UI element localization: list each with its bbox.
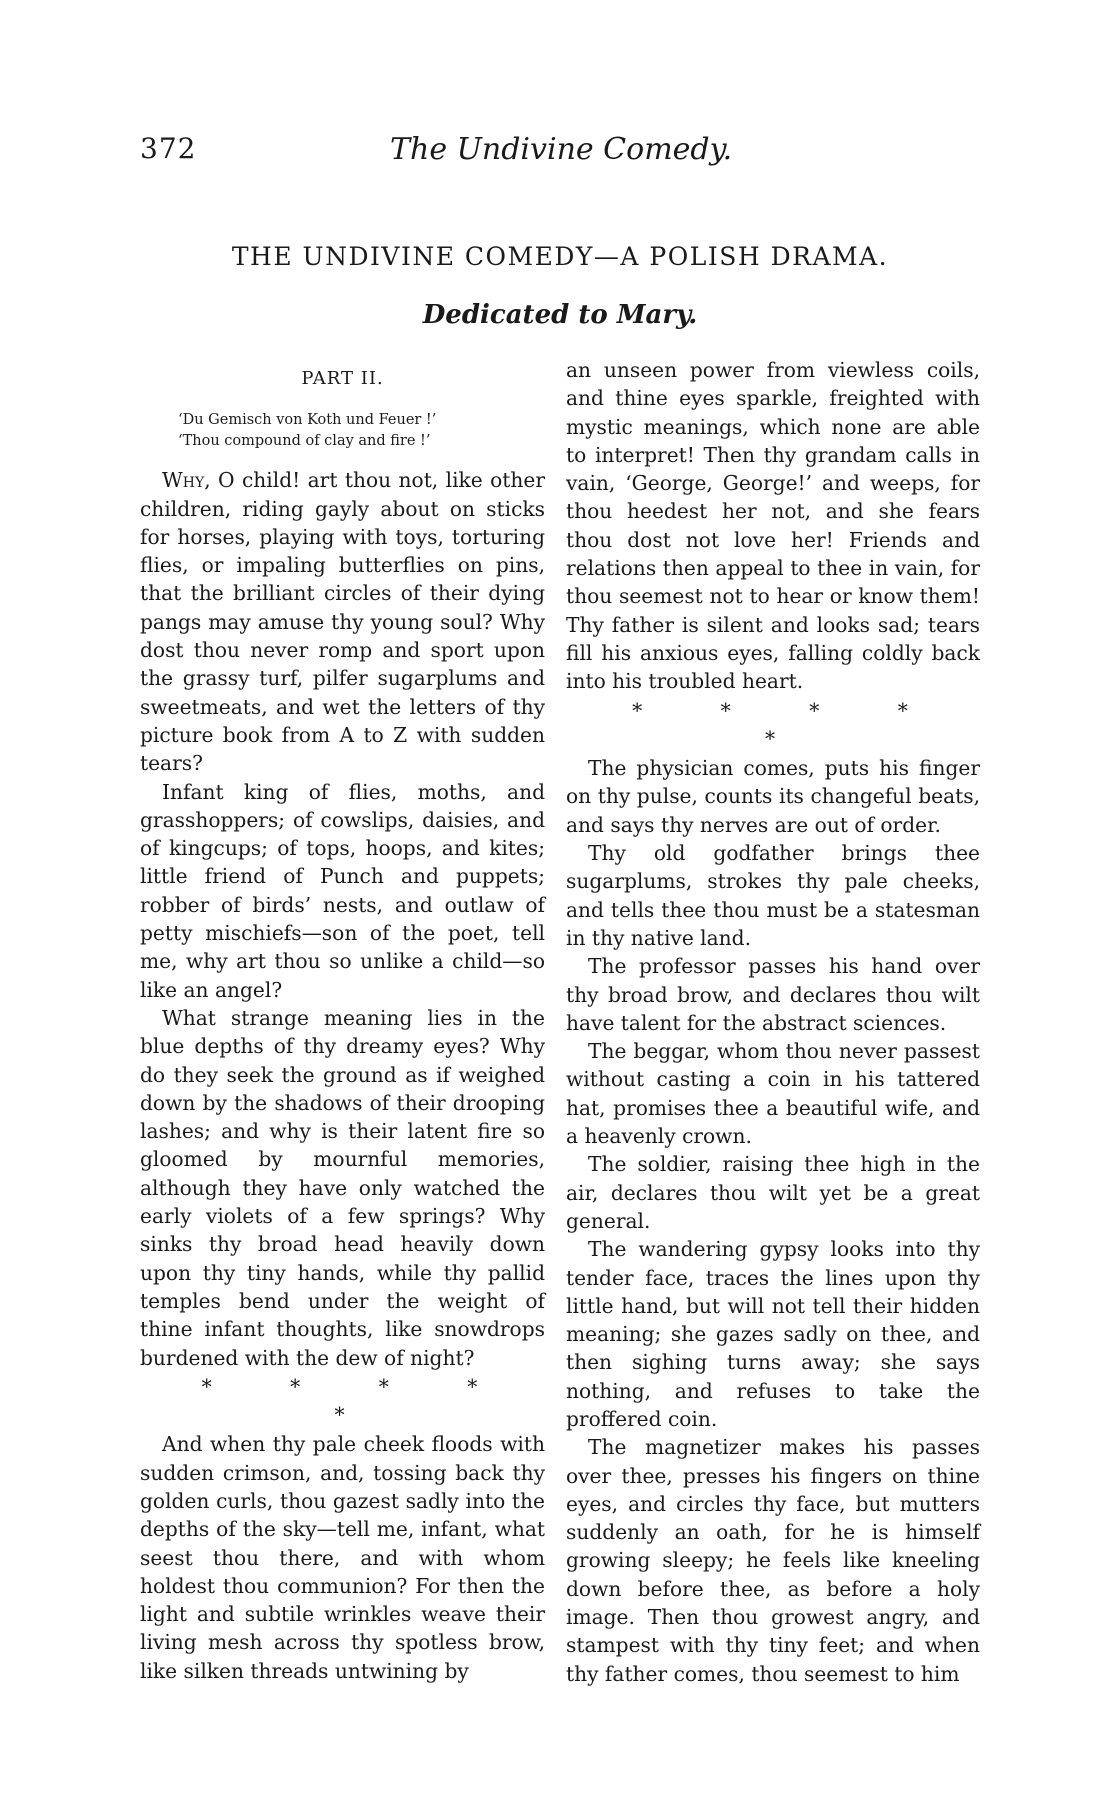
lead-word: Why — [162, 468, 205, 493]
paragraph: Infant king of flies, moths, and grasshoppers; of cowslips, daisies, and of kingcups; of tops, hoops, and kites; little friend of Punch and puppets; robber of birds’ nests, and outlaw of petty mischiefs—son of the poet, tell me, why art thou so unlike a child—so like an angel? — [140, 779, 545, 1002]
page-header — [140, 132, 980, 172]
right-column — [566, 356, 980, 1688]
page-number: 372 — [140, 132, 197, 165]
epigraph — [140, 410, 545, 452]
section-break: * * * * * — [201, 1374, 514, 1428]
paragraph: And when thy pale cheek floods with sudden crimson, and, tossing back thy golden curls, thou gazest sadly into the depths of the sky—tell me, infant, what seest thou there, and with whom holdest thou communion? For then the light and subtile wrinkles weave their living mesh across thy spotless brow, like silken threads untwining by — [140, 1432, 545, 1683]
paragraph: Thy old godfather brings thee sugarplums, strokes thy pale cheeks, and tells thee thou must be a statesman in thy native land. — [566, 841, 980, 950]
paragraph: The physician comes, puts his finger on thy pulse, counts its changeful beats, and says thy nerves are out of order. — [566, 756, 980, 837]
dedication: Dedicated to Mary. — [422, 300, 698, 330]
paragraph: The wandering gypsy looks into thy tender face, traces the lines upon thy little hand, but will not tell their hidden meaning; she gazes sadly on thee, and then sighing turns away; she says nothing, and refuses to take the proffered coin. — [566, 1237, 980, 1431]
epigraph-english: ‘Thou compound of clay and fire !’ — [178, 433, 431, 450]
epigraph-german: ‘Du Gemisch von Koth und Feuer !’ — [178, 412, 437, 429]
paragraph: The magnetizer makes his passes over thee, presses his fingers on thine eyes, and circles thy face, but mutters suddenly an oath, for he is himself growing sleepy; he feels like kneeling down before thee, as before a holy image. Then thou growest angry, and stampest with thy tiny feet; and when thy father comes, thou seemest to him — [566, 1435, 980, 1686]
paragraph: The beggar, whom thou never passest without casting a coin in his tattered hat, promises thee a beautiful wife, and a heavenly crown. — [566, 1039, 980, 1149]
running-title: The Undivine Comedy. — [390, 132, 733, 167]
paragraph-text: , O child! art thou not, like other children, riding gayly about on sticks for horses, playing with toys, torturing flies, or impaling butterflies on pins, that the brilliant circles of their dying pangs may amuse thy young soul? Why dost thou never romp and sport upon the grassy turf, pilfer sugarplums and sweetmeats, and wet the letters of thy picture book from A to Z with sudden tears? — [140, 468, 545, 776]
paragraph: What strange meaning lies in the blue depths of thy dreamy eyes? Why do they seek the ground as if weighed down by the shadows of their drooping lashes; and why is their latent fire so gloomed by mournful memories, although they have only watched the early violets of a few springs? Why sinks thy broad head heavily down upon thy tiny hands, while thy pallid temples bend under the weight of thine infant thoughts, like snowdrops burdened with the dew of night? — [140, 1005, 545, 1370]
section-break: * * * * * — [632, 698, 944, 751]
part-heading: PART II. — [301, 368, 384, 389]
left-column — [140, 360, 545, 1685]
paragraph — [140, 466, 545, 777]
paragraph: an unseen power from viewless coils, and thine eyes sparkle, freighted with mystic meanings, which none are able to interpret! Then thy grandam calls in vain, ‘George, George!’ and weeps, for thou heedest her not, and she fears thou dost not love her! Friends and relations then appeal to thee in vain, for thou seemest not to hear or know them! Thy father is silent and looks sad; tears fill his anxious eyes, falling coldly back into his troubled heart. — [566, 358, 980, 694]
paragraph: The soldier, raising thee high in the air, declares thou wilt yet be a great general. — [566, 1152, 980, 1233]
article-title: THE UNDIVINE COMEDY—A POLISH DRAMA. — [231, 242, 889, 271]
paragraph: The professor passes his hand over thy broad brow, and declares thou wilt have talent for the abstract sciences. — [566, 954, 980, 1035]
